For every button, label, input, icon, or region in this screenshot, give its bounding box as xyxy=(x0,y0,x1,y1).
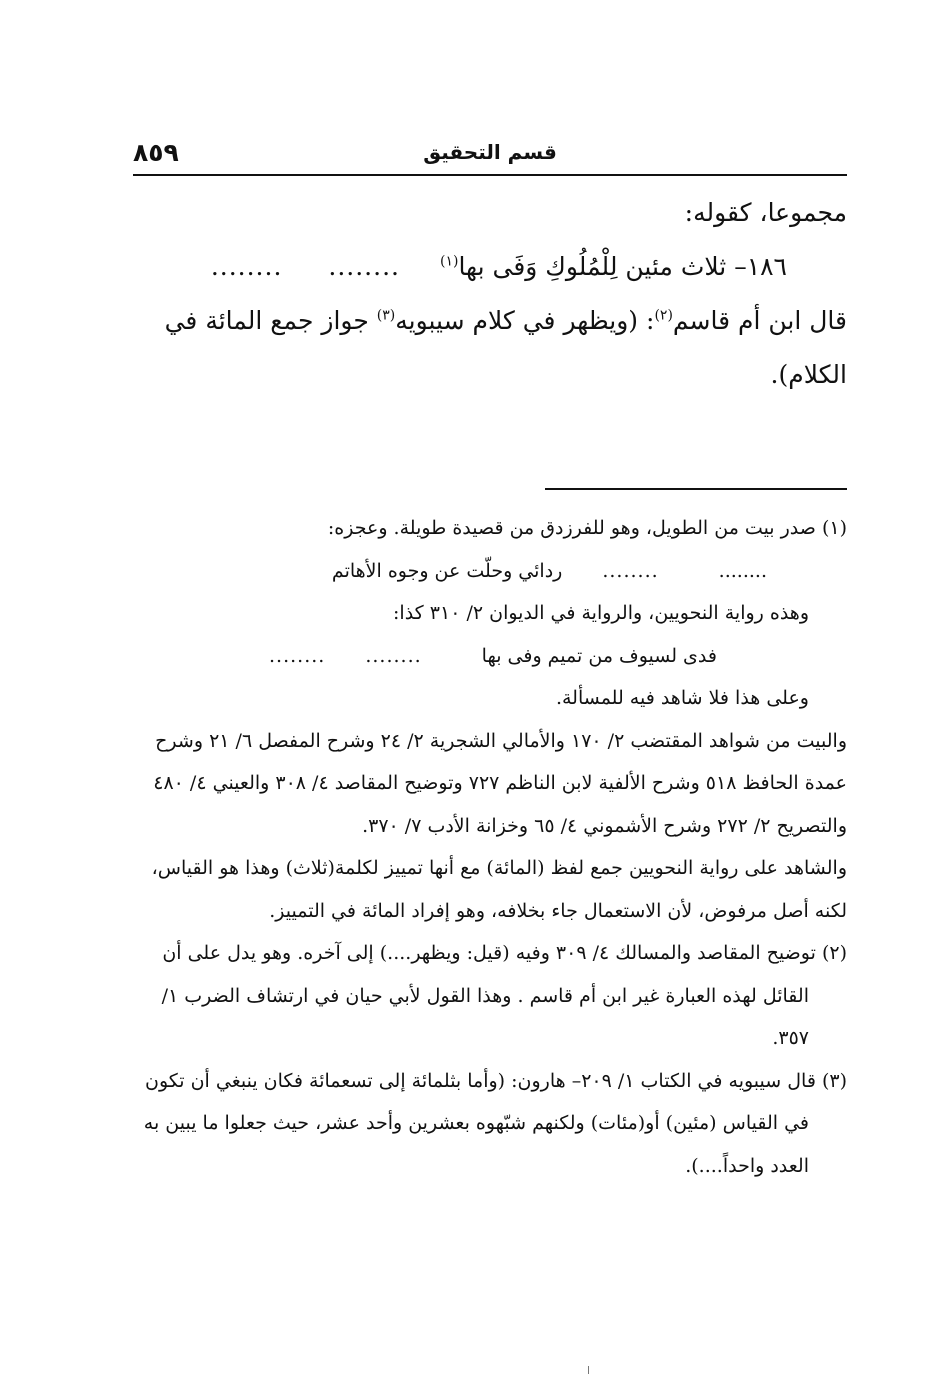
verse-dots: ........ xyxy=(718,559,767,582)
verse-dots: ........ xyxy=(328,252,400,281)
footnote-1-verse xyxy=(133,550,847,593)
verse-second-hemistich: ردائي وحلّت عن وجوه الأهاتم xyxy=(331,559,563,582)
main-text xyxy=(133,186,847,402)
page-header xyxy=(133,138,847,172)
footnote-1-conclusion: وعلى هذا فلا شاهد فيه للمسألة. xyxy=(555,687,809,709)
footnote-ref-2: (٢) xyxy=(654,307,673,324)
footnote-1-diwan-verse xyxy=(133,635,847,678)
quote-part: قال ابن أم قاسم xyxy=(672,306,847,335)
verse-dots: ........ xyxy=(365,644,422,667)
footnote-1-intro: (١) صدر بيت من الطويل، وهو للفرزدق من قصيدة طويلة. وعجزه: xyxy=(327,517,847,539)
verse-dots: ........ xyxy=(602,559,659,582)
footnote-1-diwan: وهذه رواية النحويين، والرواية في الديوان ٢/ ٣١٠ كذا: xyxy=(393,602,809,624)
footnote-1-sources: والبيت من شواهد المقتضب ٢/ ١٧٠ والأمالي الشجرية ٢/ ٢٤ وشرح المفصل ٦/ ٢١ وشرح عمدة الحافظ ٥١٨ وشرح الألفية لابن الناظم ٧٢٧ وتوضيح المقاصد ٤/ ٣٠٨ والعيني ٤/ ٤٨٠ والتصريح ٢/ ٢٧٢ وشرح الأشموني ٤/ ٦٥ وخزانة الأدب ٧/ ٣٧٠. xyxy=(153,729,847,837)
verse-first-hemistich: فدى لسيوف من تميم وفى بها xyxy=(481,644,717,667)
header-rule xyxy=(133,174,847,176)
quote-part: : (ويظهر في كلام سيبويه xyxy=(395,306,655,335)
footnotes xyxy=(133,507,847,1187)
verse-dots: ........ xyxy=(210,252,283,281)
footnote-ref-3: (٣) xyxy=(376,307,396,324)
footnote-3: (٣) قال سيبويه في الكتاب ١/ ٢٠٩– هارون: (وأما بثلمائة إلى تسعمائة فكان ينبغي أن تكون في القياس (مئين) أو(مئات) ولكنهم شبّهوه بعشرين وأحد عشر، حيث جعلوا ما يبين به العدد واحداً....). xyxy=(143,1069,847,1177)
quote-part: جواز جمع المائة في الكلام). xyxy=(164,306,847,389)
footnote-ref-1: (١) xyxy=(439,253,459,270)
footnote-separator xyxy=(545,488,847,490)
verse-dots: ........ xyxy=(269,644,326,667)
verse-186 xyxy=(133,240,847,294)
verse-first-hemistich xyxy=(440,240,787,294)
running-title: قسم التحقيق xyxy=(423,140,557,164)
page-number: ٨٥٩ xyxy=(133,138,179,167)
footnote-2: (٢) توضيح المقاصد والمسالك ٤/ ٣٠٩ وفيه (قيل: ويظهر....) إلى آخره. وهو يدل على أن القائل لهذه العبارة غير ابن أم قاسم . وهذا القول لأبي حيان في ارتشاف الضرب ١/ ٣٥٧. xyxy=(161,942,847,1049)
footnote-1-witness: والشاهد على رواية النحويين جمع لفظ (المائة) مع أنها تمييز لكلمة(ثلاث) وهذا هو القياس، لكنه أصل مرفوض، لأن الاستعمال جاء بخلافه، وهو إفراد المائة في التمييز. xyxy=(151,857,847,922)
quote-paragraph xyxy=(133,294,847,402)
intro-line: مجموعا، كقوله: xyxy=(684,198,847,227)
verse-text: ١٨٦– ثلاث مئين لِلْمُلُوكِ وَفَى بها xyxy=(458,252,787,281)
print-mark xyxy=(588,1366,592,1374)
